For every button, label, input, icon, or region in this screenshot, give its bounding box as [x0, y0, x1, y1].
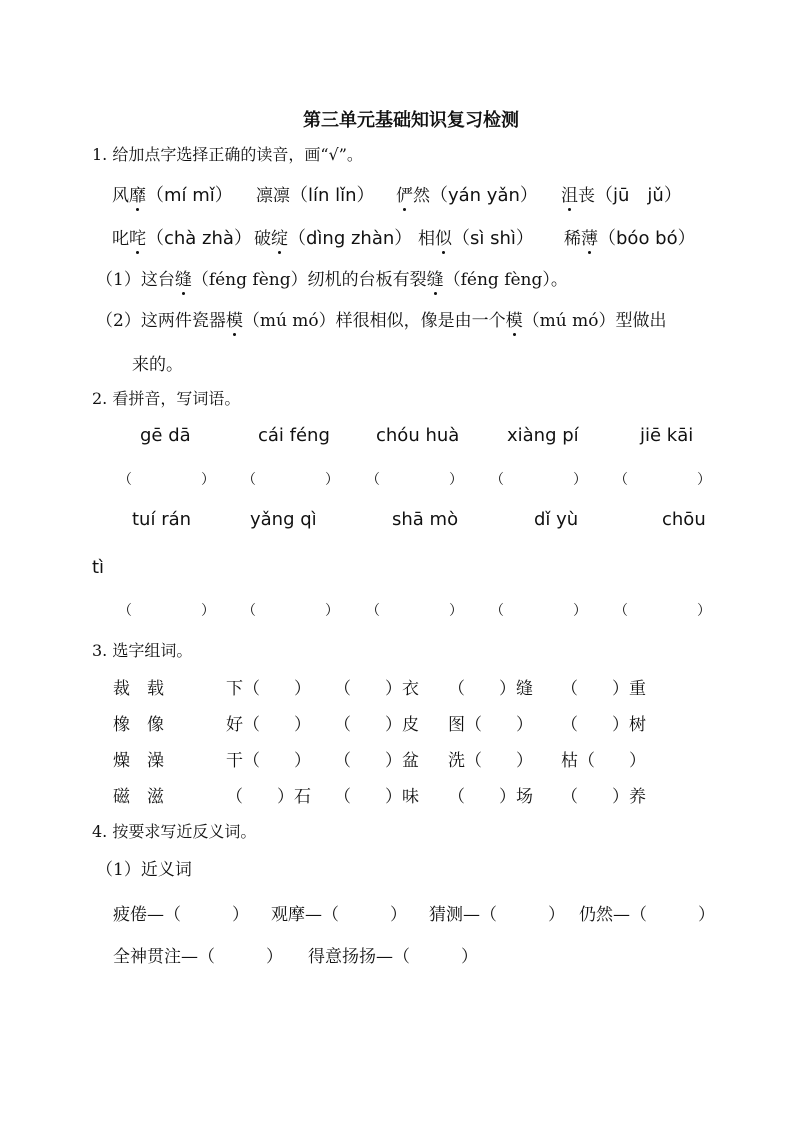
q1-sentence-1: [96, 265, 568, 290]
pinyin-options: （jū jǔ）: [595, 185, 682, 206]
char-pair: 磁 滋: [113, 787, 164, 807]
answer-blank-close: ）: [325, 472, 339, 488]
dotted-char: 咤: [129, 224, 146, 249]
answer-blank-open: （: [614, 472, 628, 488]
dotted-char: 薄: [581, 224, 598, 249]
answer-blank-close: ）: [697, 603, 711, 619]
sentence-text: （mú mó）样很相似，像是由一个: [242, 311, 506, 331]
pinyin-options: （dìng zhàn）: [288, 228, 413, 249]
page-title: 第三单元基础知识复习检测: [303, 110, 519, 131]
pinyin-options: （chà zhà）: [146, 228, 252, 249]
q1-word: [112, 181, 233, 207]
sentence-text: （féng fèng）纫机的台板有裂: [191, 270, 427, 290]
pinyin-options: （sì shì）: [452, 228, 534, 249]
fill-cell: （ ）味: [334, 787, 419, 807]
answer-blank-open: （: [366, 472, 380, 488]
q1-word: [396, 181, 538, 207]
pinyin-prompt: shā mò: [392, 509, 459, 530]
pinyin-prompt: cái féng: [258, 425, 330, 446]
pinyin-prompt: xiàng pí: [507, 425, 579, 446]
dotted-char: 模: [226, 306, 243, 331]
answer-blank-open: （: [118, 603, 132, 619]
answer-blank-open: （: [490, 603, 504, 619]
answer-blank-close: ）: [201, 603, 215, 619]
fill-cell: （ ）缝: [448, 679, 533, 699]
answer-blank-close: ）: [449, 472, 463, 488]
q1-sentence-2: [96, 306, 666, 331]
synonym-item: 疲倦—（ ）: [113, 905, 249, 925]
dotted-char: 沮: [561, 181, 578, 206]
pinyin-options: （bóo bó）: [598, 228, 696, 249]
dotted-char: 缝: [175, 265, 192, 290]
char-pair: 裁 载: [113, 679, 164, 699]
synonym-item: 全神贯注—（ ）: [113, 947, 283, 967]
fill-cell: 图（ ）: [448, 715, 533, 735]
answer-blank-open: （: [614, 603, 628, 619]
q4-subheading: （1）近义词: [96, 860, 192, 880]
q1-word: [112, 224, 252, 250]
sentence-text: （féng fèng）。: [443, 270, 568, 290]
fill-cell: 下（ ）: [226, 679, 311, 699]
pinyin-prompt: tuí rán: [132, 509, 192, 530]
pinyin-prompt: yǎng qì: [250, 509, 317, 530]
fill-cell: （ ）树: [561, 715, 646, 735]
q1-heading: 1. 给加点字选择正确的读音，画“√”。: [92, 145, 363, 164]
synonym-item: 猜测—（ ）: [429, 905, 565, 925]
word-text: 风: [112, 186, 129, 206]
word-text: 凛凛: [256, 186, 290, 206]
q1-word: [256, 181, 375, 207]
fill-cell: （ ）盆: [334, 751, 419, 771]
answer-blank-close: ）: [449, 603, 463, 619]
answer-blank-close: ）: [573, 603, 587, 619]
q1-word: [564, 224, 696, 250]
synonym-item: 仍然—（ ）: [579, 905, 715, 925]
fill-cell: 洗（ ）: [448, 751, 533, 771]
dotted-char: 缝: [427, 265, 444, 290]
sentence-text: （mú mó）型做出: [522, 311, 667, 331]
fill-cell: （ ）石: [226, 787, 311, 807]
word-text: 然: [413, 186, 430, 206]
synonym-item: 得意扬扬—（ ）: [308, 947, 478, 967]
pinyin-prompt: chōu: [662, 509, 706, 530]
answer-blank-open: （: [242, 603, 256, 619]
q4-heading: 4. 按要求写近反义词。: [92, 822, 257, 841]
word-text: 叱: [112, 229, 129, 249]
dotted-char: 绽: [271, 224, 288, 249]
word-text: 稀: [564, 229, 581, 249]
word-text: 丧: [578, 186, 595, 206]
sentence-text: （2）这两件瓷器: [96, 311, 226, 331]
synonym-item: 观摩—（ ）: [271, 905, 407, 925]
pinyin-prompt: chóu huà: [376, 425, 460, 446]
dotted-char: 靡: [129, 181, 146, 206]
answer-blank-close: ）: [573, 472, 587, 488]
dotted-char: 俨: [396, 181, 413, 206]
answer-blank-close: ）: [325, 603, 339, 619]
answer-blank-open: （: [242, 472, 256, 488]
answer-blank-open: （: [366, 603, 380, 619]
fill-cell: 干（ ）: [226, 751, 311, 771]
answer-blank-open: （: [118, 472, 132, 488]
char-pair: 橡 像: [113, 715, 164, 735]
pinyin-prompt: gē dā: [140, 425, 191, 446]
pinyin-options: （mí mǐ）: [146, 185, 233, 206]
dotted-char: 模: [506, 306, 523, 331]
pinyin-options: （lín lǐn）: [290, 185, 375, 206]
q1-word: [418, 224, 534, 250]
fill-cell: （ ）衣: [334, 679, 419, 699]
answer-blank-close: ）: [201, 472, 215, 488]
word-text: 相: [418, 229, 435, 249]
fill-cell: （ ）重: [561, 679, 646, 699]
q1-word: [254, 224, 412, 250]
sentence-text: （1）这台: [96, 270, 175, 290]
q3-heading: 3. 选字组词。: [92, 641, 193, 660]
fill-cell: （ ）皮: [334, 715, 419, 735]
fill-cell: （ ）场: [448, 787, 533, 807]
word-text: 破: [254, 229, 271, 249]
q1-sentence-2-continued: 来的。: [132, 355, 183, 375]
pinyin-prompt-wrap: tì: [92, 557, 105, 578]
q1-word: [561, 181, 682, 207]
fill-cell: 枯（ ）: [561, 751, 646, 771]
fill-cell: （ ）养: [561, 787, 646, 807]
char-pair: 燥 澡: [113, 751, 164, 771]
fill-cell: 好（ ）: [226, 715, 311, 735]
q2-heading: 2. 看拼音，写词语。: [92, 389, 241, 408]
pinyin-prompt: dǐ yù: [534, 509, 579, 530]
answer-blank-open: （: [490, 472, 504, 488]
dotted-char: 似: [435, 224, 452, 249]
pinyin-options: （yán yǎn）: [430, 185, 538, 206]
answer-blank-close: ）: [697, 472, 711, 488]
pinyin-prompt: jiē kāi: [640, 425, 694, 446]
